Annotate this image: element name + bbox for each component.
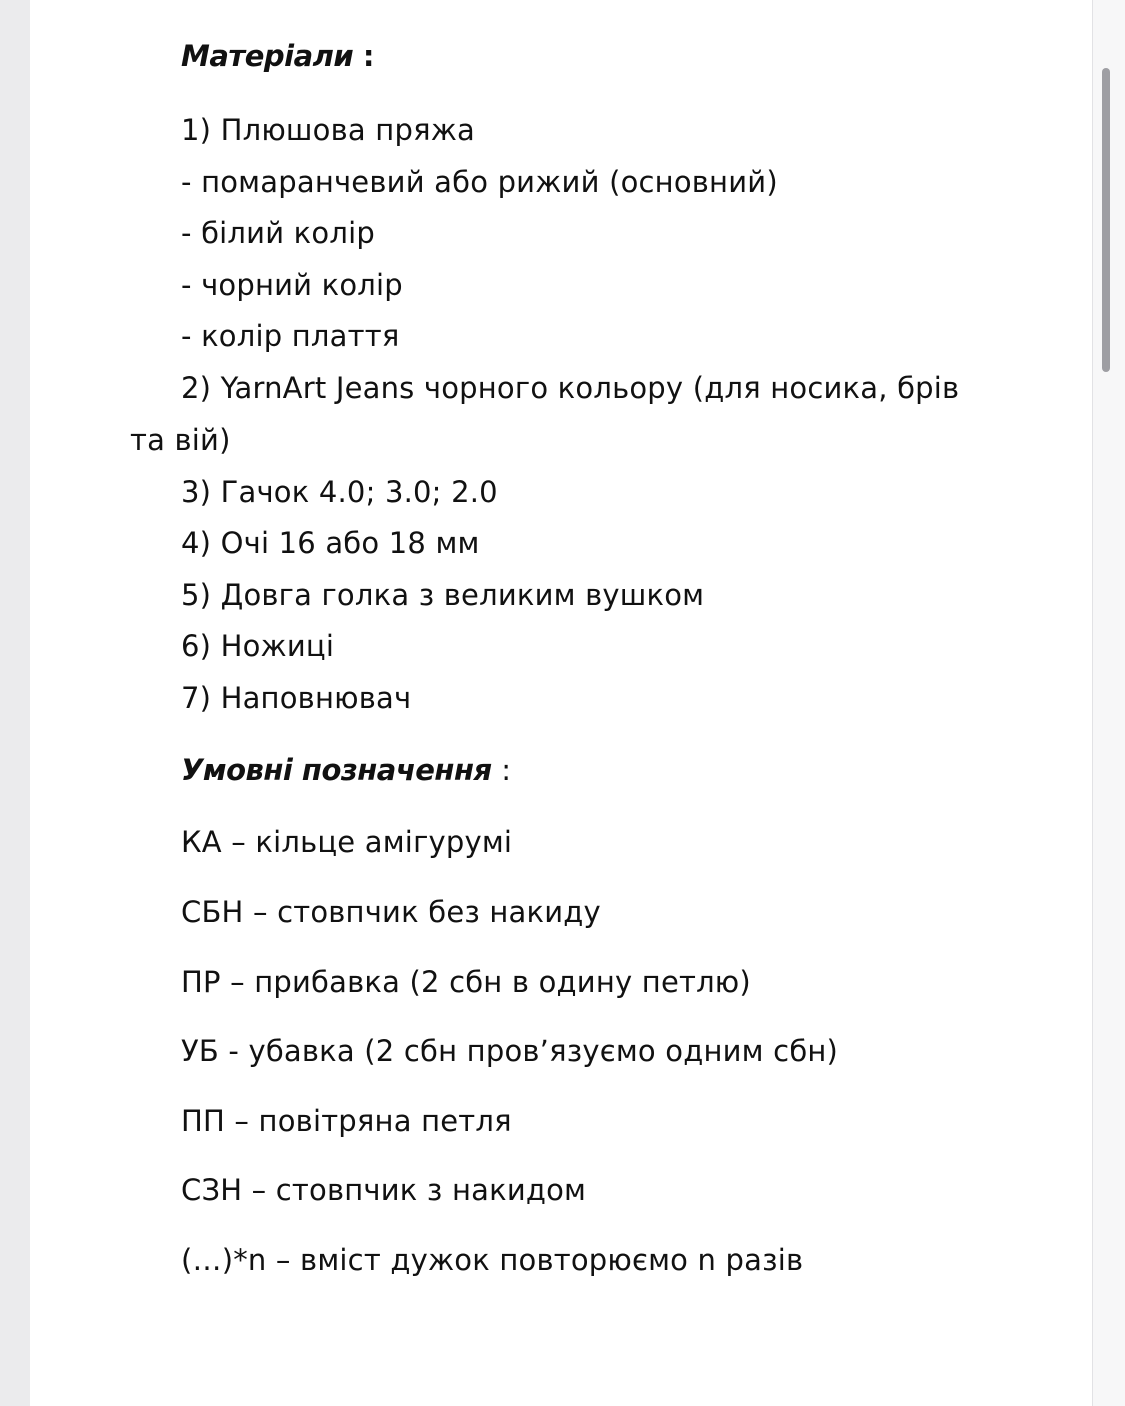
materials-heading-colon: :: [362, 39, 374, 73]
legend-item: СЗН – стовпчик з накидом: [181, 1173, 587, 1207]
document-page: [30, 0, 1093, 1406]
legend-item: ПР – прибавка (2 сбн в одину петлю): [181, 965, 751, 999]
materials-item: - помаранчевий або рижий (основний): [181, 165, 778, 199]
legend-item: СБН – стовпчик без накиду: [181, 895, 601, 929]
legend-heading-colon: :: [501, 753, 511, 787]
legend-heading: [181, 752, 511, 788]
materials-item: 2) YarnArt Jeans чорного кольору (для носика, брів: [181, 371, 960, 405]
materials-heading: [181, 38, 374, 74]
materials-item-continuation: та вій): [130, 423, 231, 457]
materials-heading-text: Матеріали: [181, 39, 354, 73]
materials-item: 7) Наповнювач: [181, 681, 412, 715]
materials-item: 4) Очі 16 або 18 мм: [181, 526, 480, 560]
materials-item: - білий колір: [181, 216, 375, 250]
vertical-scrollbar[interactable]: [1092, 0, 1125, 1406]
legend-item: ПП – повітряна петля: [181, 1104, 512, 1138]
legend-item: УБ - убавка (2 сбн пров’язуємо одним сбн): [181, 1034, 839, 1068]
scrollbar-thumb[interactable]: [1102, 68, 1110, 372]
materials-item: 1) Плюшова пряжа: [181, 113, 476, 147]
materials-item: - чорний колір: [181, 268, 403, 302]
legend-item: (…)*n – вміст дужок повторюємо n разів: [181, 1243, 804, 1277]
materials-item: 5) Довга голка з великим вушком: [181, 578, 705, 612]
materials-item: - колір плаття: [181, 319, 400, 353]
legend-item: КА – кільце амігурумі: [181, 825, 513, 859]
legend-heading-text: Умовні позначення: [181, 753, 492, 787]
materials-item: 6) Ножиці: [181, 629, 335, 663]
materials-item: 3) Гачок 4.0; 3.0; 2.0: [181, 475, 498, 509]
